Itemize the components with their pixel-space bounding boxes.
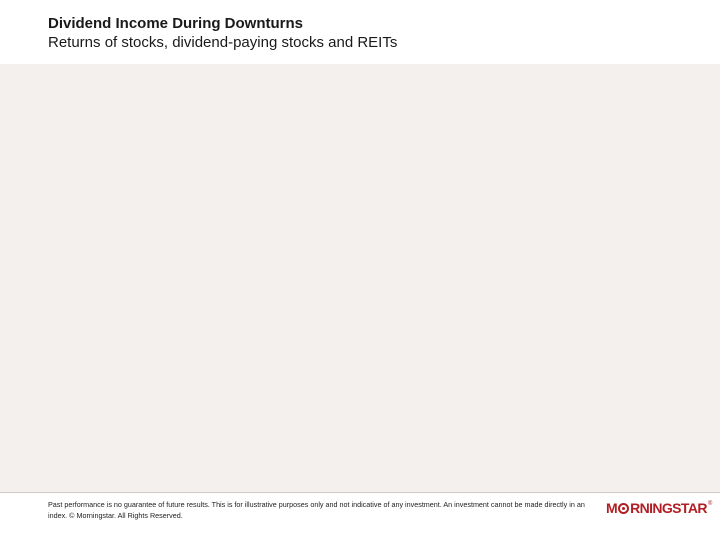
disclaimer-text: Past performance is no guarantee of future results. This is for illustrative purposes only and not indicative of any investment. An investment cannot be made directly in an index. © Morningstar. All Rights Reserved. <box>48 500 585 520</box>
slide-header <box>48 14 688 52</box>
sun-icon <box>618 503 629 514</box>
slide-subtitle: Returns of stocks, dividend-paying stocks and REITs <box>48 34 398 51</box>
logo-text-start: M <box>606 500 618 516</box>
chart-placeholder-area <box>0 64 720 492</box>
footer-divider <box>0 492 720 493</box>
morningstar-logo <box>606 499 712 517</box>
registered-mark: ® <box>707 501 712 507</box>
logo-text-end: RNINGSTAR <box>630 500 707 516</box>
slide-title: Dividend Income During Downturns <box>48 15 304 32</box>
